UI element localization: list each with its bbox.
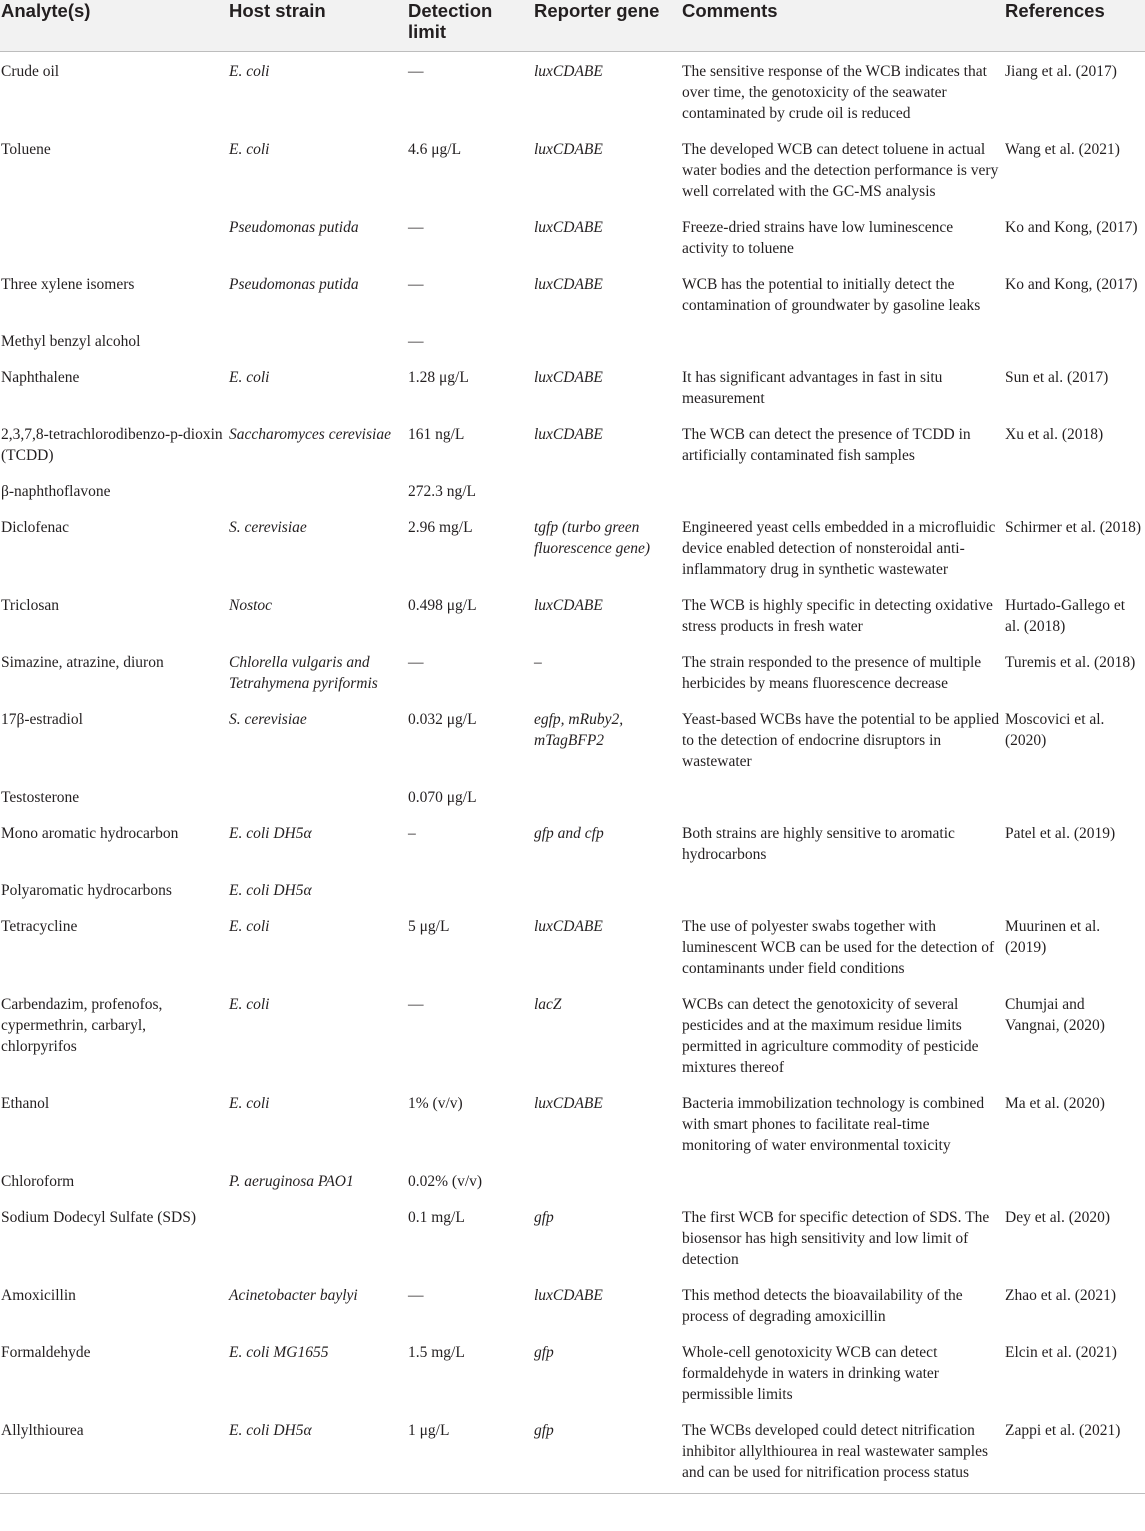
comments-cell: The WCB is highly specific in detecting oxidative stress products in fresh water bbox=[682, 597, 993, 635]
host-strain-cell bbox=[228, 780, 407, 816]
analyte-cell: Carbendazim, profenofos, cypermethrin, carbaryl, chlorpyrifos bbox=[1, 996, 163, 1055]
references-cell: Dey et al. (2020) bbox=[1005, 1209, 1111, 1226]
comments-cell: Bacteria immobilization technology is combined with smart phones to facilitate real-time monitoring of water environmental toxicity bbox=[682, 1095, 985, 1154]
host-strain-cell: Pseudomonas putida bbox=[229, 276, 359, 293]
reporter-gene-cell: – bbox=[534, 654, 542, 671]
references-cell: Jiang et al. (2017) bbox=[1005, 63, 1117, 80]
analyte-cell: Chloroform bbox=[1, 1173, 75, 1190]
analyte-cell: Ethanol bbox=[1, 1095, 50, 1112]
references-cell: Patel et al. (2019) bbox=[1005, 825, 1116, 842]
detection-limit-cell: 1.5 mg/L bbox=[408, 1344, 465, 1361]
host-strain-cell bbox=[228, 474, 407, 510]
comments-cell: This method detects the bioavailability of the process of degrading amoxicillin bbox=[682, 1287, 963, 1325]
comments-cell: Both strains are highly sensitive to aromatic hydrocarbons bbox=[682, 825, 955, 863]
header-comments: Comments bbox=[681, 0, 1004, 52]
host-strain-cell: Saccharomyces cerevisiae bbox=[229, 426, 391, 443]
table-row bbox=[0, 1278, 1145, 1335]
comments-cell bbox=[681, 873, 1004, 909]
reporter-gene-cell: luxCDABE bbox=[534, 1095, 603, 1112]
references-cell: Zappi et al. (2021) bbox=[1005, 1422, 1121, 1439]
analyte-cell: Simazine, atrazine, diuron bbox=[1, 654, 164, 671]
reporter-gene-cell bbox=[533, 1164, 681, 1200]
references-cell bbox=[1004, 1164, 1145, 1200]
table-row bbox=[0, 324, 1145, 360]
detection-limit-cell: 0.032 μg/L bbox=[408, 711, 477, 728]
references-cell bbox=[1004, 474, 1145, 510]
references-cell: Moscovici et al. (2020) bbox=[1005, 711, 1105, 749]
reporter-gene-cell: luxCDABE bbox=[534, 597, 603, 614]
reporter-gene-cell: luxCDABE bbox=[534, 1287, 603, 1304]
reporter-gene-cell: luxCDABE bbox=[534, 141, 603, 158]
table-row bbox=[0, 816, 1145, 873]
comments-cell: The developed WCB can detect toluene in actual water bodies and the detection performance is very well correlated with the GC-MS analysis bbox=[682, 141, 999, 200]
detection-limit-cell: — bbox=[408, 276, 424, 293]
table-row bbox=[0, 909, 1145, 987]
reporter-gene-cell: luxCDABE bbox=[534, 63, 603, 80]
detection-limit-cell: 272.3 ng/L bbox=[408, 483, 477, 500]
comments-cell bbox=[681, 474, 1004, 510]
analyte-cell: 2,3,7,8-tetrachlorodibenzo-p-dioxin (TCDD) bbox=[1, 426, 223, 464]
references-cell: Turemis et al. (2018) bbox=[1005, 654, 1136, 671]
analyte-cell: Toluene bbox=[1, 141, 51, 158]
table-row bbox=[0, 780, 1145, 816]
analyte-cell bbox=[0, 210, 228, 267]
host-strain-cell: Pseudomonas putida bbox=[229, 219, 359, 236]
comments-cell: WCBs can detect the genotoxicity of several pesticides and at the maximum residue limits permitted in agriculture commodity of pesticide mixtures thereof bbox=[682, 996, 979, 1076]
references-cell bbox=[1004, 873, 1145, 909]
header-detection-limit: Detection limit bbox=[407, 0, 533, 52]
comments-cell bbox=[681, 1164, 1004, 1200]
references-cell: Schirmer et al. (2018) bbox=[1005, 519, 1142, 536]
table-row bbox=[0, 360, 1145, 417]
comments-cell: The WCB can detect the presence of TCDD in artificially contaminated fish samples bbox=[682, 426, 971, 464]
comments-cell: The sensitive response of the WCB indicates that over time, the genotoxicity of the seawater contaminated by crude oil is reduced bbox=[682, 63, 987, 122]
table-row bbox=[0, 210, 1145, 267]
detection-limit-cell: 0.02% (v/v) bbox=[408, 1173, 483, 1190]
reporter-gene-cell: luxCDABE bbox=[534, 369, 603, 386]
host-strain-cell: E. coli DH5α bbox=[229, 1422, 312, 1439]
references-cell: Elcin et al. (2021) bbox=[1005, 1344, 1117, 1361]
detection-limit-cell: — bbox=[408, 996, 424, 1013]
header-row bbox=[0, 0, 1145, 52]
detection-limit-cell: 0.498 μg/L bbox=[408, 597, 477, 614]
detection-limit-cell: — bbox=[408, 219, 424, 236]
table-row bbox=[0, 132, 1145, 210]
host-strain-cell bbox=[228, 324, 407, 360]
reporter-gene-cell bbox=[533, 873, 681, 909]
header-analyte: Analyte(s) bbox=[0, 0, 228, 52]
analyte-cell: Formaldehyde bbox=[1, 1344, 91, 1361]
analyte-cell: Amoxicillin bbox=[1, 1287, 76, 1304]
analyte-cell: Triclosan bbox=[1, 597, 59, 614]
references-cell bbox=[1004, 780, 1145, 816]
reporter-gene-cell: lacZ bbox=[534, 996, 562, 1013]
reporter-gene-cell bbox=[533, 780, 681, 816]
reporter-gene-cell: luxCDABE bbox=[534, 219, 603, 236]
detection-limit-cell: — bbox=[408, 333, 424, 350]
table-row bbox=[0, 873, 1145, 909]
analyte-cell: β-naphthoflavone bbox=[1, 483, 111, 500]
detection-limit-cell: – bbox=[408, 825, 416, 842]
comments-cell: The use of polyester swabs together with luminescent WCB can be used for the detection of contaminants under field conditions bbox=[682, 918, 995, 977]
references-cell: Ma et al. (2020) bbox=[1005, 1095, 1105, 1112]
references-cell bbox=[1004, 324, 1145, 360]
host-strain-cell: S. cerevisiae bbox=[229, 711, 307, 728]
analyte-cell: Three xylene isomers bbox=[1, 276, 135, 293]
reporter-gene-cell: egfp, mRuby2, mTagBFP2 bbox=[534, 711, 624, 749]
host-strain-cell: Chlorella vulgaris and Tetrahymena pyriformis bbox=[229, 654, 378, 692]
header-host-strain: Host strain bbox=[228, 0, 407, 52]
comments-cell: Whole-cell genotoxicity WCB can detect formaldehyde in waters in drinking water permissible limits bbox=[682, 1344, 939, 1403]
references-cell: Wang et al. (2021) bbox=[1005, 141, 1120, 158]
table-row bbox=[0, 267, 1145, 324]
analyte-cell: 17β-estradiol bbox=[1, 711, 83, 728]
host-strain-cell: S. cerevisiae bbox=[229, 519, 307, 536]
reporter-gene-cell: luxCDABE bbox=[534, 918, 603, 935]
host-strain-cell: P. aeruginosa PAO1 bbox=[229, 1173, 354, 1190]
table-row bbox=[0, 52, 1145, 133]
comments-cell: Engineered yeast cells embedded in a microfluidic device enabled detection of nonsteroidal anti-inflammatory drug in synthetic wastewater bbox=[682, 519, 996, 578]
references-cell: Ko and Kong, (2017) bbox=[1005, 276, 1138, 293]
comments-cell: The first WCB for specific detection of SDS. The biosensor has high sensitivity and low limit of detection bbox=[682, 1209, 990, 1268]
detection-limit-cell: — bbox=[408, 63, 424, 80]
reporter-gene-cell bbox=[533, 324, 681, 360]
header-references: References bbox=[1004, 0, 1145, 52]
references-cell: Xu et al. (2018) bbox=[1005, 426, 1104, 443]
detection-limit-cell: 0.1 mg/L bbox=[408, 1209, 465, 1226]
table-row bbox=[0, 1413, 1145, 1494]
host-strain-cell bbox=[228, 1200, 407, 1278]
host-strain-cell: E. coli bbox=[229, 996, 270, 1013]
table-row bbox=[0, 1086, 1145, 1164]
comments-cell: Freeze-dried strains have low luminescence activity to toluene bbox=[682, 219, 954, 257]
analyte-cell: Tetracycline bbox=[1, 918, 78, 935]
analyte-cell: Diclofenac bbox=[1, 519, 69, 536]
table-row bbox=[0, 1200, 1145, 1278]
table-row bbox=[0, 987, 1145, 1086]
header-reporter-gene: Reporter gene bbox=[533, 0, 681, 52]
reporter-gene-cell: gfp bbox=[534, 1209, 554, 1226]
table-row bbox=[0, 588, 1145, 645]
table-row bbox=[0, 645, 1145, 702]
host-strain-cell: Acinetobacter baylyi bbox=[229, 1287, 358, 1304]
reporter-gene-cell: gfp and cfp bbox=[534, 825, 604, 842]
comments-cell: The WCBs developed could detect nitrification inhibitor allylthiourea in real wastewater samples and can be used for nitrification process status bbox=[682, 1422, 989, 1481]
table-row bbox=[0, 702, 1145, 780]
detection-limit-cell: — bbox=[408, 654, 424, 671]
detection-limit-cell: 0.070 μg/L bbox=[408, 789, 477, 806]
analyte-cell: Testosterone bbox=[1, 789, 80, 806]
comments-cell bbox=[681, 780, 1004, 816]
host-strain-cell: E. coli bbox=[229, 369, 270, 386]
reporter-gene-cell bbox=[533, 474, 681, 510]
detection-limit-cell: 161 ng/L bbox=[408, 426, 465, 443]
host-strain-cell: E. coli bbox=[229, 918, 270, 935]
analyte-cell: Sodium Dodecyl Sulfate (SDS) bbox=[1, 1209, 197, 1226]
table-row bbox=[0, 417, 1145, 474]
table-row bbox=[0, 1164, 1145, 1200]
detection-limit-cell: 5 μg/L bbox=[408, 918, 450, 935]
analyte-cell: Mono aromatic hydrocarbon bbox=[1, 825, 179, 842]
references-cell: Zhao et al. (2021) bbox=[1005, 1287, 1117, 1304]
references-cell: Chumjai and Vangnai, (2020) bbox=[1005, 996, 1105, 1034]
references-cell: Ko and Kong, (2017) bbox=[1005, 219, 1138, 236]
detection-limit-cell: 1.28 μg/L bbox=[408, 369, 469, 386]
comments-cell: The strain responded to the presence of multiple herbicides by means fluorescence decrease bbox=[682, 654, 982, 692]
analyte-cell: Allylthiourea bbox=[1, 1422, 84, 1439]
analyte-cell: Naphthalene bbox=[1, 369, 80, 386]
detection-limit-cell: 2.96 mg/L bbox=[408, 519, 473, 536]
detection-limit-cell: 1% (v/v) bbox=[408, 1095, 463, 1112]
references-cell: Sun et al. (2017) bbox=[1005, 369, 1109, 386]
comments-cell bbox=[681, 324, 1004, 360]
detection-limit-cell: 1 μg/L bbox=[408, 1422, 450, 1439]
host-strain-cell: E. coli MG1655 bbox=[229, 1344, 329, 1361]
references-cell: Muurinen et al. (2019) bbox=[1005, 918, 1101, 956]
reporter-gene-cell: luxCDABE bbox=[534, 276, 603, 293]
detection-limit-cell bbox=[407, 873, 533, 909]
reporter-gene-cell: gfp bbox=[534, 1422, 554, 1439]
table-row bbox=[0, 1335, 1145, 1413]
references-cell: Hurtado-Gallego et al. (2018) bbox=[1005, 597, 1126, 635]
host-strain-cell: E. coli bbox=[229, 1095, 270, 1112]
reporter-gene-cell: tgfp (turbo green fluorescence gene) bbox=[534, 519, 651, 557]
table-row bbox=[0, 474, 1145, 510]
detection-limit-cell: 4.6 μg/L bbox=[408, 141, 462, 158]
comments-cell: Yeast-based WCBs have the potential to be applied to the detection of endocrine disruptors in wastewater bbox=[682, 711, 1000, 770]
comments-cell: It has significant advantages in fast in situ measurement bbox=[682, 369, 943, 407]
table-body bbox=[0, 52, 1145, 1494]
host-strain-cell: E. coli DH5α bbox=[229, 825, 312, 842]
reporter-gene-cell: gfp bbox=[534, 1344, 554, 1361]
table-row bbox=[0, 510, 1145, 588]
host-strain-cell: E. coli DH5α bbox=[229, 882, 312, 899]
analyte-cell: Polyaromatic hydrocarbons bbox=[1, 882, 172, 899]
host-strain-cell: E. coli bbox=[229, 63, 270, 80]
reporter-gene-cell: luxCDABE bbox=[534, 426, 603, 443]
analyte-cell: Crude oil bbox=[1, 63, 60, 80]
table-header bbox=[0, 0, 1145, 52]
analyte-cell: Methyl benzyl alcohol bbox=[1, 333, 141, 350]
detection-limit-cell: — bbox=[408, 1287, 424, 1304]
comments-cell: WCB has the potential to initially detect the contamination of groundwater by gasoline leaks bbox=[682, 276, 981, 314]
host-strain-cell: Nostoc bbox=[229, 597, 273, 614]
host-strain-cell: E. coli bbox=[229, 141, 270, 158]
